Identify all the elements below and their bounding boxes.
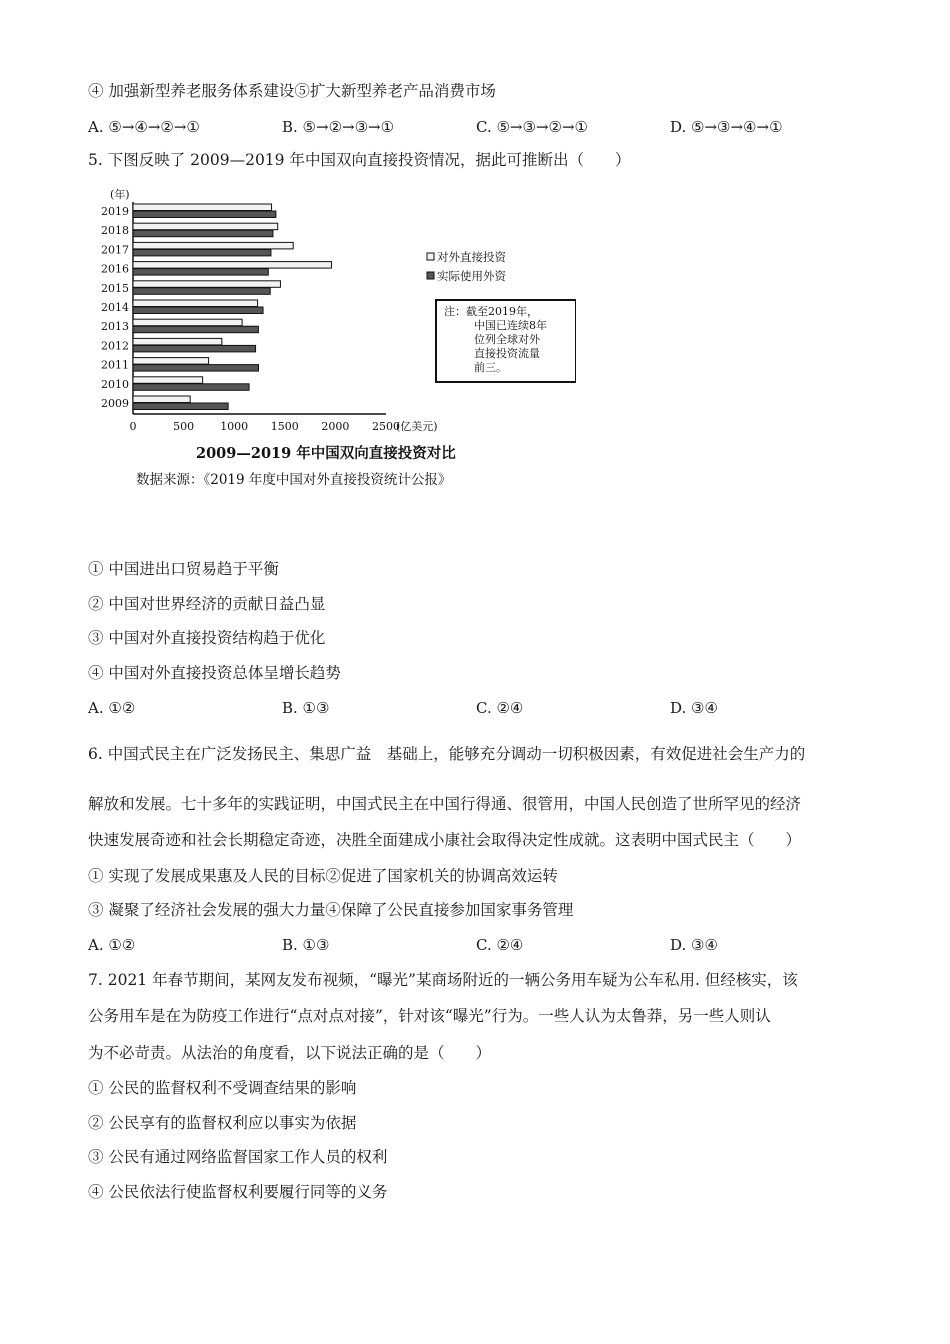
q7-item-2: ② 公民享有的监督权利应以事实为依据	[88, 1114, 357, 1132]
y-tick-label-2014: 2014	[101, 301, 129, 314]
bar-outward-2018	[133, 223, 278, 230]
y-tick-label-2018: 2018	[101, 224, 129, 238]
note-line-5: 前三。	[474, 361, 507, 374]
q5-option-c: C. ②④	[476, 699, 524, 717]
y-tick-label-2013: 2013	[101, 320, 129, 334]
q6-option-a: A. ①②	[88, 936, 136, 954]
bar-inward-2009	[133, 403, 228, 410]
x-tick-label-1500: 1500	[270, 420, 299, 433]
q6-stem-line-1: 6. 中国式民主在广泛发扬民主、集思广益 基础上，能够充分调动一切积极因素，有效促进社会生产力的	[88, 745, 806, 763]
q6-items-1-2: ① 实现了发展成果惠及人民的目标②促进了国家机关的协调高效运转	[88, 867, 558, 885]
note-line-4: 直接投资流量	[474, 347, 540, 360]
bar-outward-2013	[133, 319, 242, 326]
bar-outward-2009	[133, 396, 190, 403]
q7-stem-line-2: 公务用车是在为防疫工作进行“点对点对接”，针对该“曝光”行为。一些人认为太鲁莽，另一些人则认	[88, 1007, 771, 1025]
bar-outward-2016	[133, 262, 331, 269]
q7-item-3: ③ 公民有通过网络监督国家工作人员的权利	[88, 1148, 388, 1166]
bar-inward-2016	[133, 269, 268, 276]
q4-option-c: C. ⑤→③→②→①	[476, 118, 588, 136]
bar-inward-2018	[133, 230, 273, 237]
bar-outward-2017	[133, 242, 293, 249]
bar-outward-2010	[133, 377, 203, 384]
bar-outward-2012	[133, 338, 222, 345]
q6-option-d: D. ③④	[670, 936, 718, 954]
y-tick-label-2017: 2017	[101, 243, 129, 257]
y-tick-label-2010: 2010	[101, 377, 129, 391]
bar-outward-2014	[133, 300, 258, 307]
x-tick-label-0: 0	[129, 420, 137, 433]
q5-item-1: ① 中国进出口贸易趋于平衡	[88, 560, 279, 578]
q5-item-3: ③ 中国对外直接投资结构趋于优化	[88, 629, 326, 647]
bar-outward-2015	[133, 281, 280, 288]
note-line-2: 中国已连续8年	[474, 319, 547, 332]
bar-outward-2019	[133, 204, 272, 211]
bar-outward-2011	[133, 358, 209, 365]
legend-swatch-outward	[427, 253, 434, 260]
chart-source: 数据来源：《2019 年度中国对外直接投资统计公报》	[136, 472, 452, 488]
y-tick-label-2019: 2019	[101, 205, 129, 218]
q4-option-a: A. ⑤→④→②→①	[88, 118, 200, 136]
bar-inward-2011	[133, 365, 258, 372]
q6-stem-line-2: 解放和发展。七十多年的实践证明，中国式民主在中国行得通、很管用，中国人民创造了世所罕见的经济	[88, 795, 802, 813]
q5-option-b: B. ①③	[282, 699, 330, 717]
chart-title: 2009—2019 年中国双向直接投资对比	[196, 445, 456, 462]
q7-stem-line-3: 为不必苛责。从法治的角度看，以下说法正确的是（ ）	[88, 1044, 492, 1062]
note-line-1: 注：截至2019年，	[444, 305, 538, 318]
q4-item-4-5: ④ 加强新型养老服务体系建设⑤扩大新型养老产品消费市场	[88, 82, 496, 100]
bar-inward-2019	[133, 211, 276, 218]
q5-option-d: D. ③④	[670, 699, 718, 717]
y-axis-label: (年)	[110, 188, 130, 201]
q7-item-1: ① 公民的监督权利不受调查结果的影响	[88, 1079, 357, 1097]
investment-chart	[96, 182, 576, 502]
legend-label-outward: 对外直接投资	[437, 250, 506, 264]
q6-option-b: B. ①③	[282, 936, 330, 954]
y-tick-label-2011: 2011	[101, 358, 129, 372]
q7-stem-line-1: 7. 2021 年春节期间，某网友发布视频，“曝光”某商场附近的一辆公务用车疑为公车私用. 但经核实，该	[88, 971, 798, 989]
bar-inward-2015	[133, 288, 270, 295]
q6-stem-line-3: 快速发展奇迹和社会长期稳定奇迹，决胜全面建成小康社会取得决定性成就。这表明中国式民主（ ）	[88, 831, 802, 849]
bar-inward-2013	[133, 326, 258, 333]
x-tick-label-2500: 2500	[372, 420, 400, 433]
q5-stem: 5. 下图反映了 2009—2019 年中国双向直接投资情况，据此可推断出（ ）	[88, 151, 631, 169]
q5-item-4: ④ 中国对外直接投资总体呈增长趋势	[88, 664, 341, 682]
q5-item-2: ② 中国对世界经济的贡献日益凸显	[88, 595, 326, 613]
y-tick-label-2015: 2015	[101, 281, 129, 295]
x-unit-label: (亿美元)	[396, 420, 438, 433]
y-tick-label-2009: 2009	[101, 397, 129, 410]
q6-items-3-4: ③ 凝聚了经济社会发展的强大力量④保障了公民直接参加国家事务管理	[88, 901, 574, 919]
q4-option-b: B. ⑤→②→③→①	[282, 118, 395, 136]
q5-option-a: A. ①②	[88, 699, 136, 717]
legend-label-inward: 实际使用外资	[437, 269, 506, 283]
q7-item-4: ④ 公民依法行使监督权利要履行同等的义务	[88, 1183, 388, 1201]
x-tick-label-2000: 2000	[321, 420, 350, 433]
y-tick-label-2016: 2016	[101, 262, 129, 276]
legend-swatch-inward	[427, 272, 434, 279]
note-line-3: 位列全球对外	[474, 333, 540, 346]
investment-chart-svg	[96, 182, 576, 502]
bar-inward-2017	[133, 249, 271, 256]
q6-option-c: C. ②④	[476, 936, 524, 954]
x-tick-label-500: 500	[173, 420, 195, 433]
bar-inward-2010	[133, 384, 249, 391]
x-tick-label-1000: 1000	[220, 420, 249, 433]
y-tick-label-2012: 2012	[101, 339, 129, 353]
bar-inward-2014	[133, 307, 263, 314]
q4-option-d: D. ⑤→③→④→①	[670, 118, 783, 136]
bar-inward-2012	[133, 345, 256, 352]
